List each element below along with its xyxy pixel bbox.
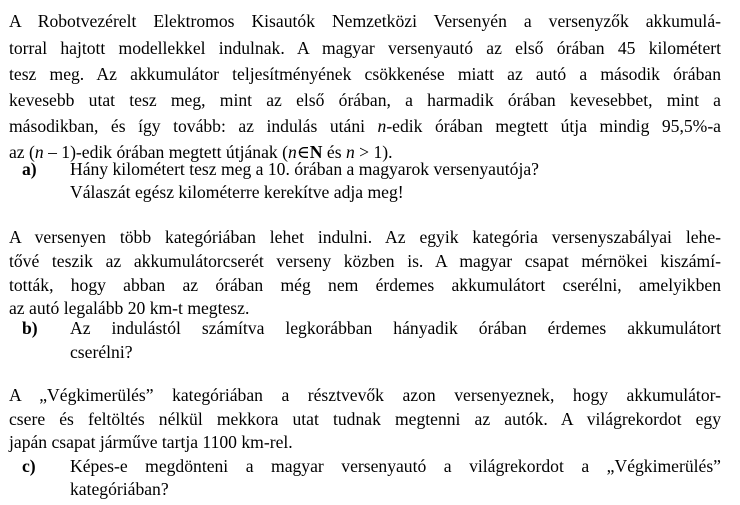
question-b-line2: cserélni? xyxy=(70,342,133,362)
paragraph3-line2: csere és feltöltés nélkül mekkora utat tudnak megtenni az autók. A világrekordot egy xyxy=(9,409,721,429)
paragraph1-line1: A Robotvezérelt Elektromos Kisautók Nemzetközi Versenyén a versenyzők akkumulá- xyxy=(9,11,721,31)
question-c-line2: kategóriában? xyxy=(70,479,169,499)
paragraph3-line3: japán csapat járműve tartja 1100 km-rel. xyxy=(9,432,293,452)
variable-n: n xyxy=(345,142,355,162)
paragraph2-line3: tották, hogy abban az órában még nem érdemes akkumulátort cserélni, amelyikben xyxy=(9,275,721,295)
paragraph2-line1: A versenyen több kategóriában lehet indulni. Az egyik kategória versenyszabályai lehe- xyxy=(9,227,721,247)
element-of-symbol: ∈ xyxy=(296,142,310,162)
variable-n: n xyxy=(34,142,44,162)
paragraph1-line5: másodikban, és így tovább: az indulás utáni n-edik órában megtett útja mindig 95,5%-a xyxy=(9,116,721,136)
question-a-label: a) xyxy=(22,159,37,179)
question-c-label: c) xyxy=(22,456,36,476)
paragraph1-line3: tesz meg. Az akkumulátor teljesítményének csökkenése miatt az autó a második órában xyxy=(9,64,721,84)
paragraph2-line4: az autó legalább 20 km-t megtesz. xyxy=(9,298,250,318)
question-a-line2: Válaszát egész kilométerre kerekítve adja meg! xyxy=(70,182,404,202)
paragraph1-line2: torral hajtott modellekkel indulnak. A magyar versenyautó az első órában 45 kilométert xyxy=(9,38,721,58)
natural-numbers-symbol: N xyxy=(309,142,323,162)
paragraph1-line6: az (n – 1)-edik órában megtett útjának (n∈N és n > 1). xyxy=(9,142,393,162)
paragraph3-line1: A „Végkimerülés” kategóriában a résztvevők azon versenyeznek, hogy akkumulátor- xyxy=(9,385,721,405)
question-b-label: b) xyxy=(22,318,38,338)
paragraph2-line2: tővé teszik az akkumulátorcserét verseny közben is. A magyar csapat mérnökei kiszámí- xyxy=(9,251,721,271)
question-a-line1: Hány kilométert tesz meg a 10. órában a magyarok versenyautója? xyxy=(70,159,539,179)
question-c-line1: Képes-e megdönteni a magyar versenyautó a világrekordot a „Végkimerülés” xyxy=(70,456,721,476)
variable-n: n xyxy=(287,142,297,162)
variable-n: n xyxy=(377,116,387,136)
paragraph1-line4: kevesebb utat tesz meg, mint az első órában, a harmadik órában kevesebbet, mint a xyxy=(9,90,721,110)
question-b-line1: Az indulástól számítva legkorábban hányadik órában érdemes akkumulátort xyxy=(70,318,721,338)
